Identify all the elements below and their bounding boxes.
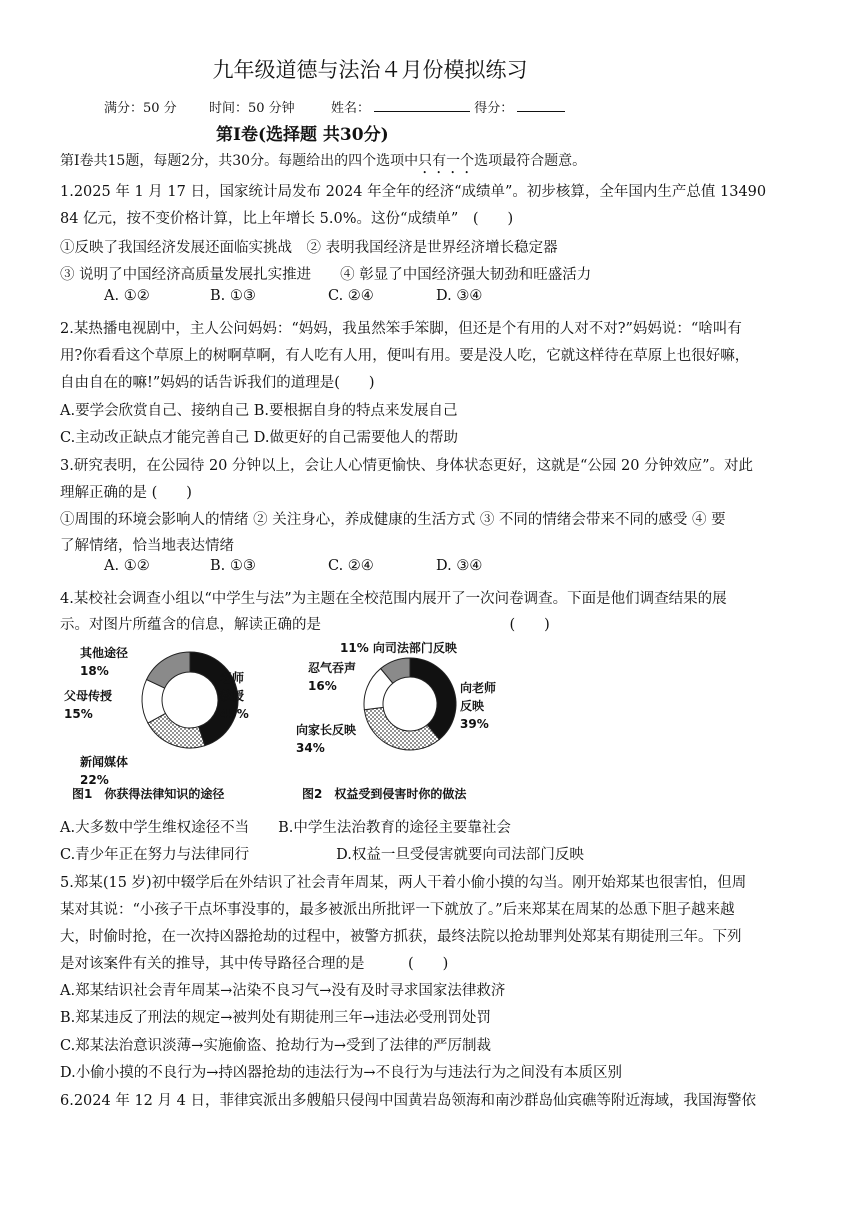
score-blank[interactable] xyxy=(517,99,565,112)
chart-1-donut xyxy=(64,645,249,801)
survey-charts xyxy=(60,640,520,810)
q4-option-line-2: C.青少年正在努力与法律同行 D.权益一旦受侵害就要向司法部门反映 xyxy=(60,847,584,863)
slice-label-1-4: 其他途径 18% xyxy=(80,646,129,678)
slice-label-2-4: 11% 向司法部门反映 xyxy=(340,641,457,655)
q3-option-b[interactable]: B. ①③ xyxy=(210,558,256,574)
q3-line-3: ①周围的环境会影响人的情绪 ② 关注身心，养成健康的生活方式 ③ 不同的情绪会带来不同的感受 ④ 要 xyxy=(60,512,726,528)
slice-label-1-2: 新闻媒体 22% xyxy=(80,755,129,787)
time-label: 时间：50 分钟 xyxy=(208,101,295,116)
slice-label-2-1: 向老师反映 39% xyxy=(460,681,497,731)
q2-line-4: A.要学会欣赏自己、接纳自己 B.要根据自身的特点来发展自己 xyxy=(60,403,458,419)
instruction-text-c: 选项最符合题意。 xyxy=(474,153,587,169)
donut-slice-2-1 xyxy=(410,658,456,739)
part-title: 第Ⅰ卷(选择题 共30分) xyxy=(216,125,389,145)
slice-label-1-3: 父母传授 15% xyxy=(64,689,113,721)
q3-line-4: 了解情绪，恰当地表达情绪 xyxy=(60,538,234,554)
instruction-text-a: 第Ⅰ卷共15题，每题2分，共30分。每题给出的四个选项中 xyxy=(60,153,419,169)
q3-line-1: 3.研究表明，在公园待 20 分钟以上，会让人心情更愉快、身体状态更好，这就是“公园 20 分钟效应”。对此 xyxy=(60,458,753,474)
donut-slice-2-2 xyxy=(364,707,439,750)
full-score-label: 满分：50 分 xyxy=(104,101,177,116)
q1-option-b[interactable]: B. ①③ xyxy=(210,288,256,304)
q4-option-line-1: A.大多数中学生维权途径不当 B.中学生法治教育的途径主要靠社会 xyxy=(60,820,511,836)
q5-line-5: A.郑某结识社会青年周某→沾染不良习气→没有及时寻求国家法律救济 xyxy=(60,983,506,999)
q1-line-1: 1.2025 年 1 月 17 日，国家统计局发布 2024 年全年的经济“成绩单”。初步核算，全年国内生产总值 13490 xyxy=(60,184,767,200)
chart-caption-1: 图1 你获得法律知识的途径 xyxy=(72,787,225,801)
q5-line-4: 是对该案件有关的推导，其中传导路径合理的是 ( ) xyxy=(60,956,449,972)
q1-option-d[interactable]: D. ③④ xyxy=(436,288,483,304)
q4-line-1: 4.某校社会调查小组以“中学生与法”为主题在全校范围内展开了一次问卷调查。下面是他们调查结果的展 xyxy=(60,591,727,607)
q1-line-2: 84 亿元，按不变价格计算，比上年增长 5.0%。这份“成绩单” ( ) xyxy=(60,211,514,227)
score-label: 得分： xyxy=(474,101,514,116)
name-label: 姓名： xyxy=(330,101,370,116)
q3-option-a[interactable]: A. ①② xyxy=(104,558,150,574)
exam-title: 九年级道德与法治４月份模拟练习 xyxy=(212,58,528,82)
instructions xyxy=(60,150,586,177)
q1-option-a[interactable]: A. ①② xyxy=(104,288,150,304)
chart-2-donut xyxy=(296,640,496,801)
q1-line-3: ①反映了我国经济发展还面临实挑战 ② 表明我国经济是世界经济增长稳定器 xyxy=(60,240,558,256)
name-blank[interactable] xyxy=(374,99,470,112)
q3-options xyxy=(104,558,482,574)
exam-meta xyxy=(104,97,565,116)
q3-option-d[interactable]: D. ③④ xyxy=(436,558,483,574)
q6-line-1: 6.2024 年 12 月 4 日，菲律宾派出多艘船只侵闯中国黄岩岛领海和南沙群岛仙宾礁等附近海域，我国海警依 xyxy=(60,1093,756,1109)
q1-line-4: ③ 说明了中国经济高质量发展扎实推进 ④ 彰显了中国经济强大韧劲和旺盛活力 xyxy=(60,267,592,283)
slice-label-1-1: 老师教授 45% xyxy=(220,671,249,721)
q5-line-3: 大，时偷时抢，在一次持凶器抢劫的过程中，被警方抓获，最终法院以抢劫罪判处郑某有期徒刑三年。下列 xyxy=(60,929,742,945)
q2-line-1: 2.某热播电视剧中，主人公问妈妈：“妈妈，我虽然笨手笨脚，但还是个有用的人对不对?”妈妈说：“啥叫有 xyxy=(60,321,742,337)
q5-line-1: 5.郑某(15 岁)初中辍学后在外结识了社会青年周某，两人干着小偷小摸的勾当。刚开始郑某也很害怕，但周 xyxy=(60,875,747,891)
donut-slice-1-4 xyxy=(147,652,190,688)
q2-line-2: 用?你看看这个草原上的树啊草啊，有人吃有人用，便叫有用。要是没人吃，它就这样待在草原上也很好嘛， xyxy=(60,348,750,364)
q5-line-2: 某对其说：“小孩子干点坏事没事的，最多被派出所批评一下就放了。”后来郑某在周某的怂恿下胆子越来越 xyxy=(60,902,735,918)
chart-caption-2: 图2 权益受到侵害时你的做法 xyxy=(302,787,467,801)
q3-option-c[interactable]: C. ②④ xyxy=(328,558,374,574)
instruction-emphasis: 只有一个 xyxy=(418,153,475,169)
q1-option-c[interactable]: C. ②④ xyxy=(328,288,374,304)
q2-line-3: 自由自在的嘛!”妈妈的话告诉我们的道理是( ) xyxy=(60,375,375,391)
q1-options xyxy=(104,288,482,304)
q2-line-5: C.主动改正缺点才能完善自己 D.做更好的自己需要他人的帮助 xyxy=(60,430,459,446)
q5-line-6: B.郑某违反了刑法的规定→被判处有期徒刑三年→违法必受刑罚处罚 xyxy=(60,1010,492,1026)
q5-line-8: D.小偷小摸的不良行为→持凶器抢劫的违法行为→不良行为与违法行为之间没有本质区别 xyxy=(60,1065,623,1081)
slice-label-2-3: 忍气吞声 16% xyxy=(308,661,357,693)
slice-label-2-2: 向家长反映 34% xyxy=(296,723,357,755)
q4-line-2: 示。对图片所蕴含的信息，解读正确的是 ( ) xyxy=(60,617,550,633)
q5-line-7: C.郑某法治意识淡薄→实施偷盗、抢劫行为→受到了法律的严厉制裁 xyxy=(60,1038,491,1054)
q3-line-2: 理解正确的是 ( ) xyxy=(60,485,192,501)
